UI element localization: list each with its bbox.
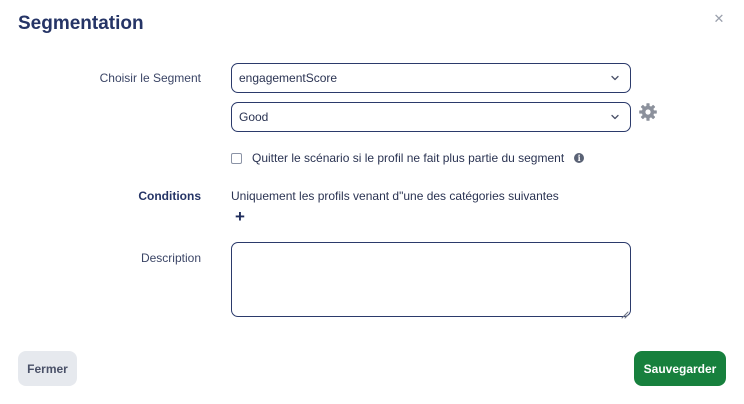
add-condition-plus-icon[interactable]: + — [235, 207, 245, 226]
info-icon[interactable]: i — [574, 153, 584, 163]
segment-select-value: engagementScore — [239, 71, 338, 85]
gear-icon[interactable] — [638, 102, 658, 122]
conditions-label: Conditions — [138, 189, 201, 203]
modal-title: Segmentation — [18, 13, 144, 34]
description-textarea[interactable] — [231, 242, 631, 317]
save-button[interactable]: Sauvegarder — [634, 351, 726, 386]
chevron-down-icon — [610, 73, 620, 83]
quit-scenario-row — [231, 151, 584, 165]
quit-scenario-checkbox[interactable] — [231, 153, 242, 164]
chevron-down-icon — [610, 112, 620, 122]
segment-level-select-value: Good — [239, 110, 269, 124]
close-button[interactable]: Fermer — [18, 351, 77, 386]
segment-label: Choisir le Segment — [99, 71, 201, 85]
conditions-description: Uniquement les profils venant d"une des catégories suivantes — [231, 189, 559, 203]
description-label: Description — [140, 251, 201, 265]
segment-level-select[interactable] — [231, 102, 631, 132]
quit-scenario-label: Quitter le scénario si le profil ne fait plus partie du segment — [252, 151, 565, 165]
close-icon[interactable]: ✕ — [713, 11, 725, 26]
segment-select[interactable] — [231, 63, 631, 93]
